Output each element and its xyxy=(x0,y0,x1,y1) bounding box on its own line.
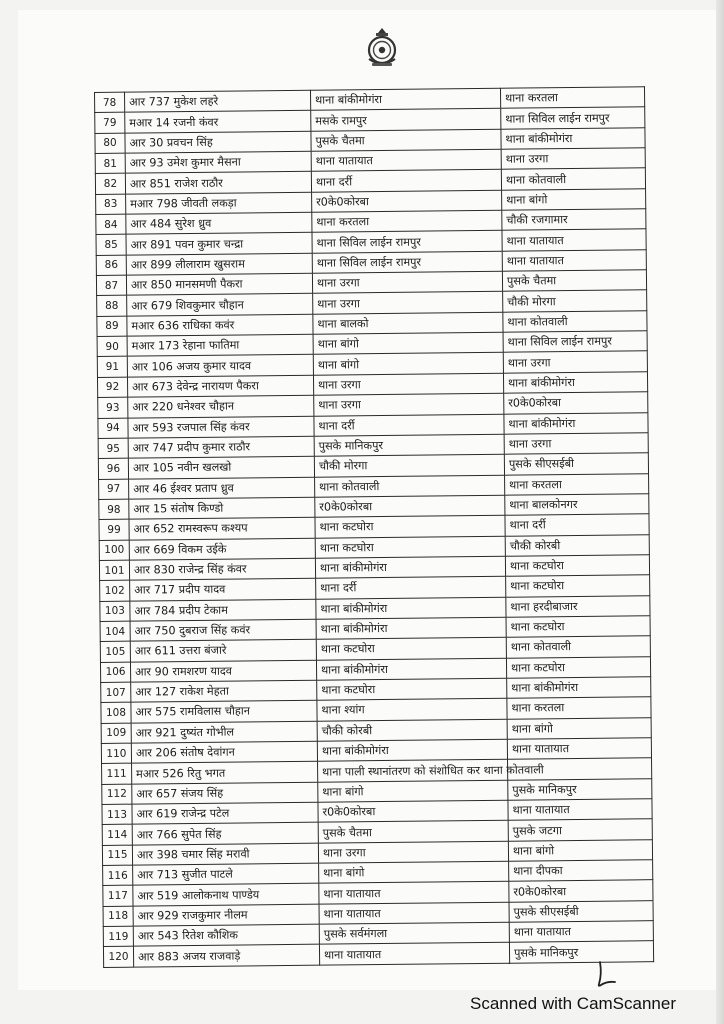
current-posting-cell: थाना दर्री xyxy=(311,170,501,192)
new-posting-cell: थाना बांगो xyxy=(502,188,646,210)
serial-number-cell: 95 xyxy=(98,438,128,459)
serial-number-cell: 112 xyxy=(102,784,132,805)
current-posting-cell: पुसके चैतमा xyxy=(318,821,508,843)
current-posting-cell: थाना बांकीमोगंरा xyxy=(316,658,506,680)
employee-name-cell: आर 611 उत्तरा बंजारे xyxy=(130,639,316,661)
current-posting-cell: पुसके मानिकपुर xyxy=(314,434,504,456)
new-posting-cell: थाना दर्री xyxy=(505,514,649,536)
current-posting-cell: मसके रामपुर xyxy=(311,109,501,131)
new-posting-cell: थाना बालकोनगर xyxy=(505,494,649,516)
new-posting-cell: थाना कोतवाली xyxy=(503,311,647,333)
current-posting-cell: चौकी मोरगा xyxy=(314,454,504,476)
current-posting-cell: थाना दर्री xyxy=(316,576,506,598)
employee-name-cell: आर 90 रामशरण यादव xyxy=(130,660,316,682)
employee-name-cell: आर 206 संतोष देवांगन xyxy=(131,741,317,763)
serial-number-cell: 96 xyxy=(98,458,128,479)
current-posting-cell: पुसके सर्वमंगला xyxy=(319,922,509,944)
employee-name-cell: आर 891 पवन कुमार चन्द्रा xyxy=(126,233,312,255)
employee-name-cell: आर 750 दुबराज सिंह कवंर xyxy=(130,619,316,641)
new-posting-cell: थाना करतला xyxy=(507,697,651,719)
employee-name-cell: आर 220 धनेश्वर चौहान xyxy=(128,395,314,417)
serial-number-cell: 102 xyxy=(100,580,130,601)
serial-number-cell: 103 xyxy=(100,601,130,622)
serial-number-cell: 117 xyxy=(103,886,133,907)
serial-number-cell: 78 xyxy=(95,92,125,113)
employee-name-cell: आर 106 अजय कुमार यादव xyxy=(127,355,313,377)
serial-number-cell: 82 xyxy=(95,174,125,195)
employee-name-cell: आर 652 रामस्वरूप कश्यप xyxy=(129,517,315,539)
employee-name-cell: आर 921 दुष्यंत गोभील xyxy=(131,721,317,743)
employee-name-cell: आर 619 राजेन्द्र पटेल xyxy=(132,802,318,824)
current-posting-cell: थाना कटघोरा xyxy=(316,637,506,659)
current-posting-cell: थाना बालको xyxy=(313,312,503,334)
serial-number-cell: 98 xyxy=(99,499,129,520)
employee-name-cell: आर 657 संजय सिंह xyxy=(132,782,318,804)
signature-mark-icon xyxy=(590,958,624,990)
employee-name-cell: आर 398 चमार सिंह मरावी xyxy=(132,843,318,865)
current-posting-cell: थाना बांकीमोगंरा xyxy=(315,556,505,578)
new-posting-cell: थाना यातायात xyxy=(509,921,653,943)
employee-name-cell: आर 93 उमेश कुमार मैसना xyxy=(125,151,311,173)
serial-number-cell: 114 xyxy=(102,825,132,846)
employee-name-cell: आर 851 राजेश राठौर xyxy=(125,172,311,194)
new-posting-cell: र0के0कोरबा xyxy=(504,392,648,414)
serial-number-cell: 85 xyxy=(96,235,126,256)
employee-name-cell: आर 899 लीलाराम खुसराम xyxy=(126,253,312,275)
serial-number-cell: 80 xyxy=(95,133,125,154)
current-posting-cell: थाना बांकीमोगंरा xyxy=(310,88,500,110)
current-posting-cell: थाना दर्री xyxy=(314,414,504,436)
new-posting-cell: थाना दीपका xyxy=(509,860,653,882)
new-posting-cell: थाना करतला xyxy=(505,473,649,495)
employee-name-cell: आर 575 रामविलास चौहान xyxy=(131,701,317,723)
serial-number-cell: 83 xyxy=(96,194,126,215)
new-posting-cell: थाना बांगो xyxy=(507,717,651,739)
serial-number-cell: 88 xyxy=(97,296,127,317)
current-posting-cell: र0के0कोरबा xyxy=(315,495,505,517)
employee-name-cell: आर 737 मुकेश लहरे xyxy=(125,90,311,112)
new-posting-cell: थाना सिविल लाईन रामपुर xyxy=(503,331,647,353)
new-posting-cell: थाना उरगा xyxy=(503,351,647,373)
employee-name-cell: आर 46 ईश्वर प्रताप ध्रुव xyxy=(129,477,315,499)
employee-name-cell: मआर 14 रजनी कंवर xyxy=(125,111,311,133)
new-posting-cell: थाना करतला xyxy=(500,87,644,109)
employee-name-cell: आर 484 सुरेश ध्रुव xyxy=(126,212,312,234)
serial-number-cell: 105 xyxy=(100,641,130,662)
serial-number-cell: 91 xyxy=(97,357,127,378)
employee-name-cell: आर 15 संतोष किण्डो xyxy=(129,497,315,519)
new-posting-cell: पुसके सीएसईबी xyxy=(509,900,653,922)
employee-name-cell: आर 830 राजेन्द्र सिंह कंवर xyxy=(129,558,315,580)
serial-number-cell: 86 xyxy=(96,255,126,276)
current-posting-cell: थाना बांकीमोगंरा xyxy=(317,739,507,761)
serial-number-cell: 99 xyxy=(99,519,129,540)
current-posting-cell: थाना उरगा xyxy=(318,841,508,863)
new-posting-cell: थाना कटघोरा xyxy=(506,616,650,638)
new-posting-cell: चौकी मोरगा xyxy=(503,290,647,312)
current-posting-cell: थाना यातायात xyxy=(319,902,509,924)
serial-number-cell: 113 xyxy=(102,804,132,825)
new-posting-cell: थाना यातायात xyxy=(502,249,646,271)
new-posting-cell: पुसके मानिकपुर xyxy=(508,778,652,800)
current-posting-cell: थाना सिविल लाईन रामपुर xyxy=(312,251,502,273)
current-posting-cell: र0के0कोरबा xyxy=(312,190,502,212)
employee-name-cell: मआर 798 जीवती लकड़ा xyxy=(126,192,312,214)
employee-name-cell: मआर 526 रितु भगत xyxy=(132,762,318,784)
employee-name-cell: आर 766 सुपेत सिंह xyxy=(132,823,318,845)
serial-number-cell: 93 xyxy=(98,397,128,418)
serial-number-cell: 104 xyxy=(100,621,130,642)
employee-name-cell: आर 747 प्रदीप कुमार राठौर xyxy=(128,436,314,458)
serial-number-cell: 87 xyxy=(96,275,126,296)
new-posting-cell: थाना यातायात xyxy=(508,799,652,821)
serial-number-cell: 111 xyxy=(102,763,132,784)
employee-name-cell: आर 679 शिवकुमार चौहान xyxy=(127,294,313,316)
new-posting-cell: थाना कटघोरा xyxy=(506,656,650,678)
employee-name-cell: आर 593 रजपाल सिंह कंवर xyxy=(128,416,314,438)
new-posting-cell: थाना बांगो xyxy=(508,839,652,861)
employee-name-cell: मआर 173 रेहाना फातिमा xyxy=(127,334,313,356)
serial-number-cell: 110 xyxy=(101,743,131,764)
new-posting-cell: थाना कटघोरा xyxy=(506,575,650,597)
new-posting-cell: र0के0कोरबा xyxy=(509,880,653,902)
serial-number-cell: 115 xyxy=(102,845,132,866)
serial-number-cell: 92 xyxy=(97,377,127,398)
current-posting-cell: थाना कटघोरा xyxy=(315,536,505,558)
current-posting-cell: थाना उरगा xyxy=(313,292,503,314)
employee-name-cell: आर 519 आलोकनाथ पाण्डेय xyxy=(133,884,319,906)
employee-name-cell: आर 883 अजय राजवाड़े xyxy=(133,945,319,967)
new-posting-cell: पुसके चैतमा xyxy=(502,270,646,292)
page-edge xyxy=(716,0,724,1024)
employee-name-cell: आर 543 रितेश कौशिक xyxy=(133,924,319,946)
current-posting-cell: थाना बांकीमोगंरा xyxy=(316,617,506,639)
employee-name-cell: आर 850 मानसमणी पैकरा xyxy=(126,273,312,295)
new-posting-cell: थाना हरदीबाजार xyxy=(506,595,650,617)
current-posting-cell: थाना यातायात xyxy=(319,882,509,904)
serial-number-cell: 81 xyxy=(95,153,125,174)
new-posting-cell: पुसके सीएसईबी xyxy=(504,453,648,475)
new-posting-cell: चौकी रजगामार xyxy=(502,209,646,231)
current-posting-cell: थाना उरगा xyxy=(312,271,502,293)
new-posting-cell: थाना यातायात xyxy=(502,229,646,251)
employee-name-cell: आर 717 प्रदीप यादव xyxy=(130,578,316,600)
employee-name-cell: आर 784 प्रदीप टेकाम xyxy=(130,599,316,621)
employee-name-cell: आर 929 राजकुमार नीलम xyxy=(133,904,319,926)
new-posting-cell: थाना बांकीमोगंरा xyxy=(507,677,651,699)
current-posting-cell: थाना कटघोरा xyxy=(315,515,505,537)
serial-number-cell: 84 xyxy=(96,214,126,235)
new-posting-cell: पुसके मानिकपुर xyxy=(509,941,653,963)
serial-number-cell: 94 xyxy=(98,418,128,439)
new-posting-cell: थाना कोतवाली xyxy=(501,168,645,190)
current-posting-cell: थाना श्यांग xyxy=(317,699,507,721)
camscanner-watermark: Scanned with CamScanner xyxy=(470,994,677,1013)
current-posting-cell: थाना उरगा xyxy=(313,373,503,395)
serial-number-cell: 116 xyxy=(103,865,133,886)
serial-number-cell: 89 xyxy=(97,316,127,337)
serial-number-cell: 120 xyxy=(103,947,133,968)
serial-number-cell: 101 xyxy=(99,560,129,581)
current-posting-cell: र0के0कोरबा xyxy=(318,800,508,822)
employee-name-cell: आर 127 राकेश मेहता xyxy=(131,680,317,702)
current-posting-cell: थाना यातायात xyxy=(311,149,501,171)
current-posting-cell: पुसके चैतमा xyxy=(311,129,501,151)
current-posting-cell: थाना उरगा xyxy=(314,393,504,415)
serial-number-cell: 79 xyxy=(95,113,125,134)
serial-number-cell: 119 xyxy=(103,926,133,947)
current-posting-cell: थाना पाली स्थानांतरण को संशोधित कर थाना कोतवाली xyxy=(318,760,508,782)
current-posting-cell: थाना बांगो xyxy=(313,353,503,375)
serial-number-cell: 106 xyxy=(100,662,130,683)
employee-name-cell: आर 105 नवीन खलखो xyxy=(128,456,314,478)
current-posting-cell: थाना कोतवाली xyxy=(315,475,505,497)
new-posting-cell: थाना उरगा xyxy=(504,433,648,455)
transfer-roster-table xyxy=(94,86,654,968)
serial-number-cell: 90 xyxy=(97,336,127,357)
current-posting-cell: थाना बांगो xyxy=(318,780,508,802)
new-posting-cell: थाना यातायात xyxy=(507,738,651,760)
current-posting-cell: थाना कटघोरा xyxy=(317,678,507,700)
current-posting-cell: थाना सिविल लाईन रामपुर xyxy=(312,231,502,253)
current-posting-cell: थाना बांगो xyxy=(319,861,509,883)
new-posting-cell: थाना बांकीमोगंरा xyxy=(503,372,647,394)
employee-name-cell: आर 669 विकम उईके xyxy=(129,538,315,560)
employee-name-cell: आर 673 देवेन्द्र नारायण पैकरा xyxy=(127,375,313,397)
new-posting-cell: थाना उरगा xyxy=(501,148,645,170)
employee-name-cell: आर 713 सुजीत पाटले xyxy=(133,863,319,885)
serial-number-cell: 100 xyxy=(99,540,129,561)
serial-number-cell: 109 xyxy=(101,723,131,744)
new-posting-cell: थाना बांकीमोगंरा xyxy=(504,412,648,434)
serial-number-cell: 108 xyxy=(101,702,131,723)
current-posting-cell: थाना बांकीमोगंरा xyxy=(316,597,506,619)
new-posting-cell: थाना कोतवाली xyxy=(506,636,650,658)
new-posting-cell: पुसके जटगा xyxy=(508,819,652,841)
new-posting-cell: चौकी कोरबी xyxy=(505,534,649,556)
serial-number-cell: 107 xyxy=(101,682,131,703)
current-posting-cell: चौकी कोरबी xyxy=(317,719,507,741)
new-posting-cell: थाना कटघोरा xyxy=(505,555,649,577)
serial-number-cell: 118 xyxy=(103,906,133,927)
new-posting-cell: थाना बांकीमोगंरा xyxy=(501,127,645,149)
employee-name-cell: मआर 636 राधिका कवंर xyxy=(127,314,313,336)
roster-body xyxy=(95,87,654,967)
serial-number-cell: 97 xyxy=(99,479,129,500)
current-posting-cell: थाना करतला xyxy=(312,210,502,232)
employee-name-cell: आर 30 प्रवचन सिंह xyxy=(125,131,311,153)
current-posting-cell: थाना बांगो xyxy=(313,332,503,354)
current-posting-cell: थाना यातायात xyxy=(319,943,509,965)
new-posting-cell: थाना सिविल लाईन रामपुर xyxy=(501,107,645,129)
police-emblem-icon xyxy=(362,26,402,70)
